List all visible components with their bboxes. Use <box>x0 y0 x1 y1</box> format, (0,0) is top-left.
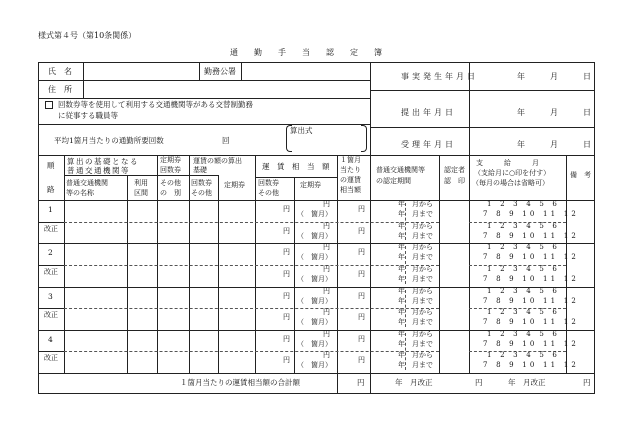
period-from: 年 月から <box>398 351 433 360</box>
calc-formula-label: 算出式 <box>290 126 313 135</box>
event-day: 日 <box>583 72 591 81</box>
period-from: 年 月から <box>398 200 433 208</box>
row-number: 2 <box>48 248 53 258</box>
col-line-8 <box>337 155 338 393</box>
seq-label-1: 順 <box>47 161 55 170</box>
row-mid-seq <box>38 222 64 223</box>
row-mid-seq <box>38 351 64 352</box>
yen-pass: 円 <box>323 264 330 273</box>
months-paren: （ 箇月） <box>297 339 332 348</box>
yen-pass: 円 <box>323 308 330 317</box>
payment-months-1: 1 2 3 4 5 6 <box>487 351 561 360</box>
revision-1-label: 年 月改正 <box>395 378 433 387</box>
row-revision-1: 改正 <box>44 354 58 363</box>
yen-monthly: 円 <box>358 291 365 300</box>
event-year: 年 <box>517 72 525 81</box>
months-paren: （ 箇月） <box>297 318 332 327</box>
total-yen: 円 <box>357 378 365 387</box>
basis-label-1: 算出の基礎となる <box>67 157 139 166</box>
amount-ticket-2: その他 <box>258 189 279 197</box>
yen-ticket: 円 <box>283 313 290 322</box>
yen-pass: 円 <box>323 351 330 360</box>
date-line-2 <box>370 127 594 128</box>
basis-label-2: 普通交通機関等 <box>67 166 130 175</box>
receipt-date-label: 受理年月日 <box>401 140 456 149</box>
ticket-type-4: の 別 <box>160 189 181 197</box>
submit-year: 年 <box>517 108 525 117</box>
row-number: 3 <box>48 291 53 301</box>
top-row-line-1 <box>38 80 370 81</box>
office-label: 勤務公署 <box>204 67 236 76</box>
event-date-label: 事実発生年月日 <box>401 72 478 81</box>
row-mid-dashed <box>64 351 439 352</box>
row-number: 4 <box>48 334 53 344</box>
period-to: 年 月まで <box>398 274 433 283</box>
months-paren: （ 箇月） <box>297 274 332 283</box>
period-from: 年 月から <box>398 286 433 295</box>
col-line-7 <box>294 177 295 373</box>
submit-date-label: 提出年月日 <box>401 108 456 117</box>
yen-monthly: 円 <box>358 334 365 343</box>
period-to: 年 月まで <box>398 318 433 327</box>
total-label: １箇月当たりの運賃相当額の合計額 <box>180 378 300 387</box>
period-from: 年 月から <box>398 329 433 338</box>
payment-months-1: 1 2 3 4 5 6 <box>487 200 561 208</box>
receipt-day: 日 <box>583 140 591 149</box>
header-sub-line-b <box>255 177 337 178</box>
yen-pass: 円 <box>323 243 330 252</box>
revision-2-yen: 円 <box>583 378 591 387</box>
monthly-label-1: １箇月 <box>340 156 361 164</box>
fare-amount-label: 運 賃 相 当 額 <box>262 162 330 171</box>
row-revision-1: 改正 <box>44 224 58 233</box>
payment-months-2: 7 8 9 10 11 12 <box>483 231 580 240</box>
office-divider-1 <box>199 62 200 80</box>
checkbox-text-1: 回数券等を使用して利用する交通機関等がある交替制勤務 <box>58 100 253 109</box>
payment-months-1: 1 2 3 4 5 6 <box>487 308 561 317</box>
yen-ticket: 円 <box>283 248 290 257</box>
avg-commute-unit: 回 <box>222 136 230 145</box>
basis-pass: 定期券 <box>224 181 245 189</box>
left-border <box>38 62 39 394</box>
right-border <box>594 62 595 394</box>
months-paren: （ 箇月） <box>297 231 332 240</box>
period-from: 年 月から <box>398 221 433 230</box>
payment-label-3: （毎月の場合は省略可） <box>472 179 549 187</box>
payment-months-1: 1 2 3 4 5 6 <box>487 329 561 338</box>
col-line-5 <box>218 175 219 373</box>
payment-months-2: 7 8 9 10 11 12 <box>483 318 580 327</box>
months-paren: （ 箇月） <box>297 210 332 218</box>
top-row-line-3 <box>38 124 370 125</box>
yen-ticket: 円 <box>283 356 290 365</box>
calc-bracket-right <box>361 125 367 152</box>
yen-monthly: 円 <box>358 226 365 235</box>
payment-months-2: 7 8 9 10 11 12 <box>483 210 580 218</box>
period-to: 年 月まで <box>398 210 433 218</box>
yen-monthly: 円 <box>358 205 365 213</box>
yen-monthly: 円 <box>358 269 365 278</box>
yen-pass: 円 <box>323 286 330 295</box>
receipt-year: 年 <box>517 140 525 149</box>
row-mid-dashed <box>64 308 439 309</box>
period-to: 年 月まで <box>398 361 433 370</box>
name-label-divider <box>83 62 84 98</box>
payment-months-2: 7 8 9 10 11 12 <box>483 253 580 262</box>
row-revision-1: 改正 <box>44 267 58 276</box>
basis-ticket-2: その他 <box>191 189 212 197</box>
fare-basis-label-1: 運賃の額の算出 <box>193 157 242 165</box>
yen-ticket: 円 <box>283 334 290 343</box>
amount-pass: 定期券 <box>300 181 321 189</box>
top-divider <box>370 62 371 155</box>
yen-pass: 円 <box>323 200 330 208</box>
period-from: 年 月から <box>398 243 433 252</box>
payment-label-2: （支給月に○印を付す） <box>474 169 551 177</box>
row-mid-dashed <box>64 265 439 266</box>
name-col-label-1: 普通交通機関 <box>66 179 108 187</box>
payment-months-1: 1 2 3 4 5 6 <box>487 264 561 273</box>
period-label-1: 普通交通機関等 <box>376 166 425 174</box>
address-label: 住 所 <box>48 85 72 94</box>
ticket-type-1: 定期券 <box>160 156 181 164</box>
event-month: 月 <box>550 72 558 81</box>
submit-day: 日 <box>583 108 591 117</box>
revision-2-label: 年 月改正 <box>508 378 546 387</box>
months-paren: （ 箇月） <box>297 296 332 305</box>
office-divider-2 <box>241 62 242 80</box>
payment-months-2: 7 8 9 10 11 12 <box>483 296 580 305</box>
fare-basis-label-2: 基礎 <box>193 166 207 174</box>
approver-label-2: 認 印 <box>444 177 465 185</box>
period-from: 年 月から <box>398 264 433 273</box>
section-col-label-1: 利用 <box>134 179 148 187</box>
yen-pass: 円 <box>323 329 330 338</box>
row-mid-dashed <box>64 222 439 223</box>
top-border <box>38 62 594 63</box>
yen-ticket: 円 <box>283 269 290 278</box>
period-from: 年 月から <box>398 308 433 317</box>
row-mid-seq <box>38 308 64 309</box>
footer-bottom <box>38 393 594 394</box>
name-label: 氏 名 <box>48 67 72 76</box>
avg-commute-label: 平均1箇月当たりの通勤所要回数 <box>54 136 164 145</box>
form-number: 様式第４号（第10条関係） <box>38 31 137 40</box>
table-bottom <box>38 373 594 374</box>
payment-months-1: 1 2 3 4 5 6 <box>487 243 561 252</box>
calc-bracket-left <box>286 125 292 152</box>
approver-label-1: 認定者 <box>444 166 465 174</box>
receipt-month: 月 <box>550 140 558 149</box>
ticket-type-3: その他 <box>160 179 181 187</box>
col-line-2 <box>127 175 128 373</box>
yen-ticket: 円 <box>283 291 290 300</box>
row-number: 1 <box>48 205 53 214</box>
remarks-label: 備 考 <box>570 171 591 179</box>
row-mid-seq <box>38 265 64 266</box>
top-row-line-2 <box>38 98 370 99</box>
period-label-2: の認定期間 <box>376 177 411 185</box>
amount-ticket-1: 回数券 <box>258 179 279 187</box>
basis-ticket-1: 回数券 <box>191 179 212 187</box>
yen-ticket: 円 <box>283 205 290 213</box>
yen-ticket: 円 <box>283 226 290 235</box>
payment-label-1: 支 給 月 <box>476 159 539 167</box>
months-paren: （ 箇月） <box>297 253 332 262</box>
row-revision-1: 改正 <box>44 311 58 320</box>
ticket-type-2: 回数券 <box>160 166 181 174</box>
months-paren: （ 箇月） <box>297 361 332 370</box>
table-top <box>38 155 594 156</box>
seq-label-2: 路 <box>47 185 55 194</box>
period-to: 年 月まで <box>398 253 433 262</box>
section-col-label-2: 区間 <box>134 189 148 197</box>
checkbox-text-2: に従事する職員等 <box>58 111 118 120</box>
period-to: 年 月まで <box>398 231 433 240</box>
period-to: 年 月まで <box>398 339 433 348</box>
yen-monthly: 円 <box>358 356 365 365</box>
payment-months-2: 7 8 9 10 11 12 <box>483 274 580 283</box>
submit-month: 月 <box>550 108 558 117</box>
monthly-label-4: 相当額 <box>340 186 361 194</box>
revision-1-yen: 円 <box>475 378 483 387</box>
payment-months-1: 1 2 3 4 5 6 <box>487 286 561 295</box>
yen-pass: 円 <box>323 221 330 230</box>
payment-months-2: 7 8 9 10 11 12 <box>483 361 580 370</box>
monthly-label-2: 当たり <box>340 166 361 174</box>
col-line-9 <box>370 155 371 393</box>
name-col-label-2: 等の名称 <box>66 189 94 197</box>
page-title: 通 勤 手 当 認 定 簿 <box>230 48 386 57</box>
col-line-10 <box>439 155 440 373</box>
period-to: 年 月まで <box>398 296 433 305</box>
date-line-1 <box>370 90 594 91</box>
yen-monthly: 円 <box>358 248 365 257</box>
payment-months-1: 1 2 3 4 5 6 <box>487 221 561 230</box>
shift-worker-checkbox[interactable] <box>45 101 53 109</box>
header-sub-line-a <box>64 175 218 176</box>
monthly-label-3: の運賃 <box>340 176 361 184</box>
payment-months-2: 7 8 9 10 11 12 <box>483 339 580 348</box>
yen-monthly: 円 <box>358 313 365 322</box>
